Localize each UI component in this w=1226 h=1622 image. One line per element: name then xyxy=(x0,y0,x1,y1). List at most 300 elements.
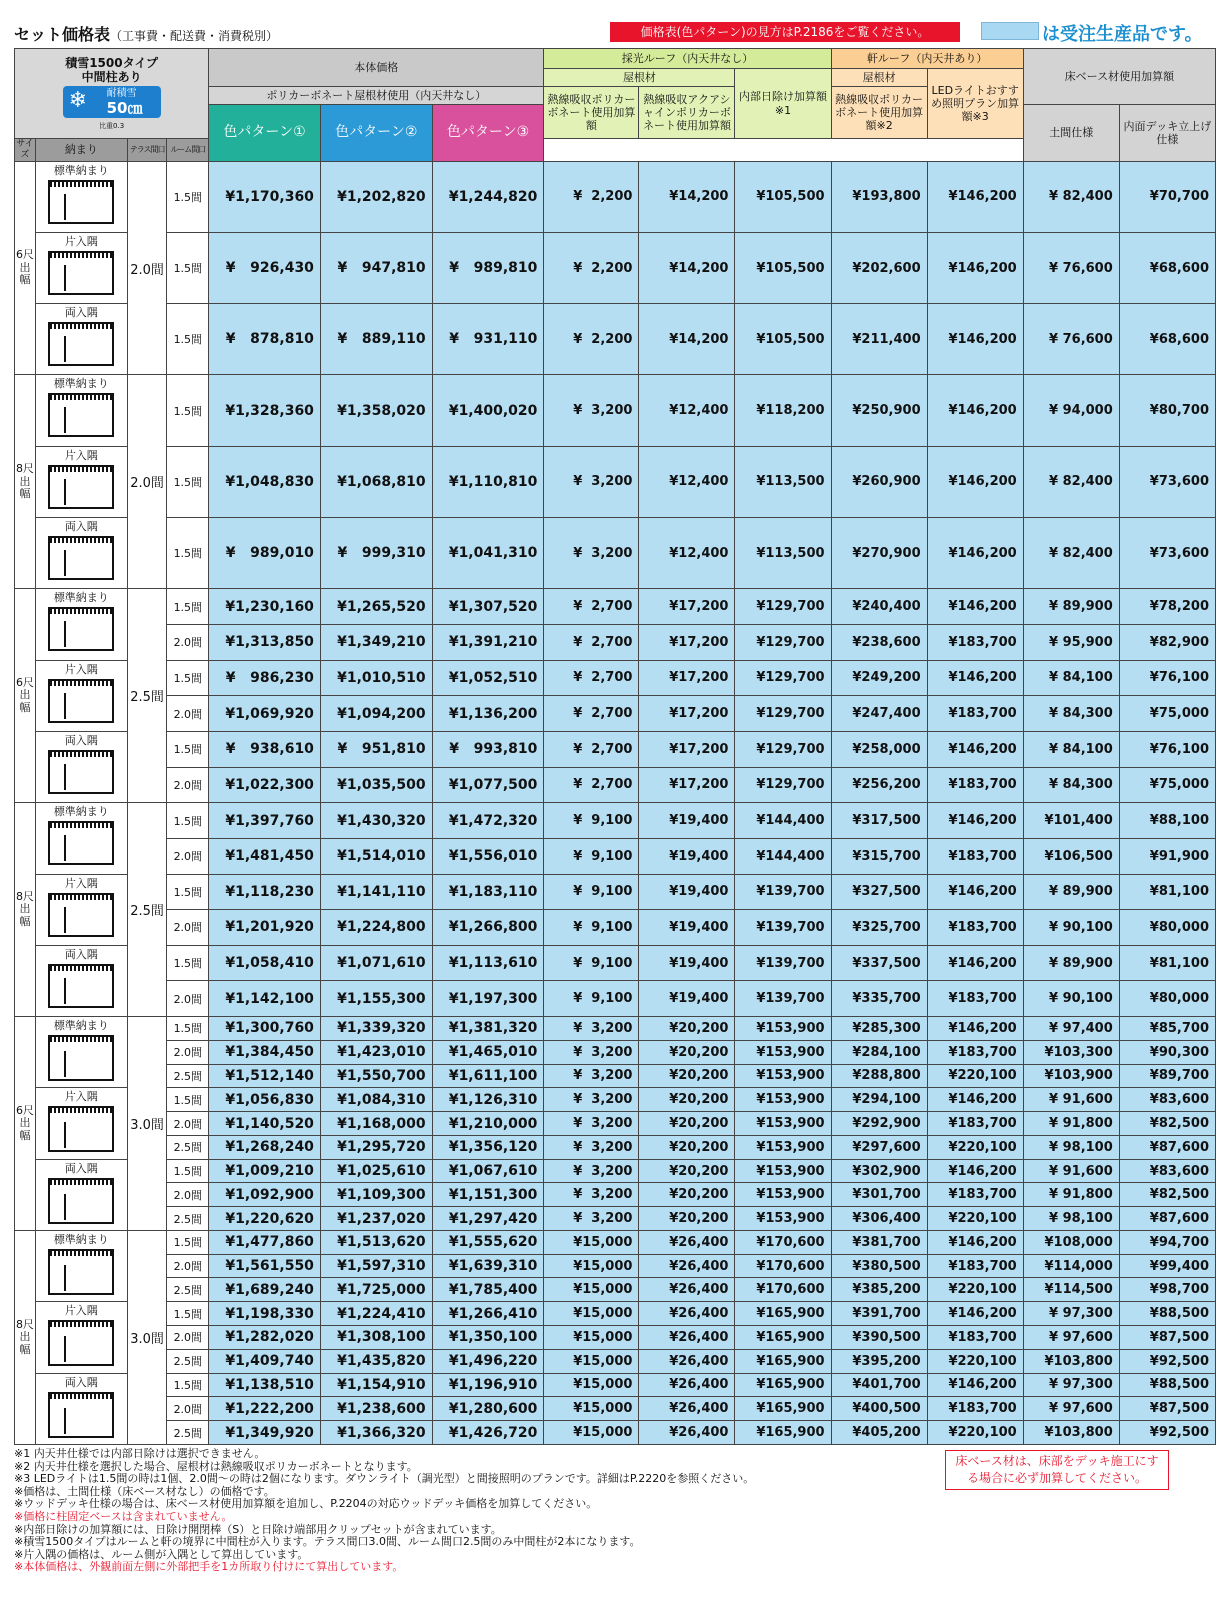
price-aqua-poly: ¥20,200 xyxy=(639,1112,735,1136)
room-cell: 2.0間 xyxy=(167,1254,209,1278)
aqua-poly-header: 熱線吸収アクアシャインポリカーボネート使用加算額 xyxy=(639,87,735,139)
footnote-line: ※2 内天井仕様を選択した場合、屋根材は熱線吸収ポリカーボネートとなります。 xyxy=(14,1459,418,1473)
price-shade: ¥139,700 xyxy=(735,981,831,1017)
room-cell: 2.0間 xyxy=(167,767,209,803)
price-heat-poly: ¥ 2,700 xyxy=(544,767,639,803)
price-color3: ¥1,426,720 xyxy=(432,1421,544,1445)
price-doma: ¥ 97,400 xyxy=(1023,1017,1119,1041)
price-doma: ¥103,800 xyxy=(1023,1349,1119,1373)
price-color1: ¥1,477,860 xyxy=(209,1230,321,1254)
footnote-line: ※価格は、土間仕様（床ベース材なし）の価格です。 xyxy=(14,1484,275,1498)
price-color3: ¥1,077,500 xyxy=(432,767,544,803)
room-cell: 1.5間 xyxy=(167,874,209,910)
price-heat-poly: ¥ 3,200 xyxy=(544,1017,639,1041)
price-aqua-poly: ¥17,200 xyxy=(639,767,735,803)
price-doma: ¥ 84,100 xyxy=(1023,660,1119,696)
price-color2: ¥1,071,610 xyxy=(320,945,432,981)
table-row xyxy=(15,1254,1216,1278)
price-color1: ¥1,512,140 xyxy=(209,1064,321,1088)
price-aqua-poly: ¥20,200 xyxy=(639,1183,735,1207)
price-led: ¥146,200 xyxy=(927,161,1023,232)
price-doma: ¥ 98,100 xyxy=(1023,1135,1119,1159)
price-color2: ¥1,295,720 xyxy=(320,1135,432,1159)
price-shade: ¥153,900 xyxy=(735,1183,831,1207)
price-shade: ¥153,900 xyxy=(735,1207,831,1231)
price-color3: ¥1,266,410 xyxy=(432,1302,544,1326)
price-doma: ¥ 91,600 xyxy=(1023,1088,1119,1112)
room-layout-diagram xyxy=(48,322,114,366)
price-doma: ¥ 97,600 xyxy=(1023,1397,1119,1421)
price-color2: ¥1,513,620 xyxy=(320,1230,432,1254)
room-cell: 1.5間 xyxy=(167,304,209,375)
price-color1: ¥1,409,740 xyxy=(209,1349,321,1373)
price-deck: ¥80,000 xyxy=(1119,910,1215,946)
price-doma: ¥114,000 xyxy=(1023,1254,1119,1278)
price-heat-poly: ¥15,000 xyxy=(544,1278,639,1302)
price-doma: ¥ 91,800 xyxy=(1023,1183,1119,1207)
price-doma: ¥ 97,300 xyxy=(1023,1373,1119,1397)
price-color2: ¥ 951,810 xyxy=(320,731,432,767)
price-color2: ¥1,155,300 xyxy=(320,981,432,1017)
price-shade: ¥139,700 xyxy=(735,945,831,981)
price-color3: ¥1,611,100 xyxy=(432,1064,544,1088)
price-noki-heat: ¥337,500 xyxy=(831,945,927,981)
price-color1: ¥ 938,610 xyxy=(209,731,321,767)
table-row xyxy=(15,625,1216,661)
price-color2: ¥1,358,020 xyxy=(320,375,432,446)
table-row xyxy=(15,161,1216,232)
price-shade: ¥153,900 xyxy=(735,1040,831,1064)
shade-header: 内部日除け加算額※1 xyxy=(735,69,831,139)
price-color3: ¥1,280,600 xyxy=(432,1397,544,1421)
price-aqua-poly: ¥17,200 xyxy=(639,696,735,732)
price-deck: ¥75,000 xyxy=(1119,767,1215,803)
osamari-cell xyxy=(35,375,127,446)
footnote-line: ※本体価格は、外観前面左側に外部把手を1カ所取り付けにて算出しています。 xyxy=(14,1560,404,1574)
price-doma: ¥ 82,400 xyxy=(1023,518,1119,589)
osamari-label: 標準納まり xyxy=(53,1019,109,1033)
room-cell: 2.0間 xyxy=(167,1326,209,1350)
osamari-label: 片入隅 xyxy=(64,448,98,462)
room-cell: 2.0間 xyxy=(167,625,209,661)
price-heat-poly: ¥ 9,100 xyxy=(544,910,639,946)
price-color2: ¥ 889,110 xyxy=(320,304,432,375)
price-led: ¥183,700 xyxy=(927,1112,1023,1136)
price-color2: ¥1,068,810 xyxy=(320,446,432,517)
osamari-label: 片入隅 xyxy=(64,1304,98,1318)
table-row xyxy=(15,1159,1216,1183)
price-led: ¥183,700 xyxy=(927,1397,1023,1421)
price-color1: ¥1,069,920 xyxy=(209,696,321,732)
color-pattern-3-header: 色パターン③ xyxy=(432,105,544,162)
price-aqua-poly: ¥19,400 xyxy=(639,838,735,874)
saiko-roof-material-header: 屋根材 xyxy=(544,69,735,87)
price-color1: ¥ 926,430 xyxy=(209,232,321,303)
price-color2: ¥1,308,100 xyxy=(320,1326,432,1350)
price-color1: ¥1,384,450 xyxy=(209,1040,321,1064)
price-heat-poly: ¥ 9,100 xyxy=(544,838,639,874)
price-color1: ¥1,481,450 xyxy=(209,838,321,874)
price-shade: ¥105,500 xyxy=(735,161,831,232)
color-pattern-1-header: 色パターン① xyxy=(209,105,321,162)
led-header: LEDライトおすすめ照明プラン加算額※3 xyxy=(927,69,1023,139)
price-color1: ¥1,170,360 xyxy=(209,161,321,232)
terrace-cell: 3.0間 xyxy=(127,1017,167,1231)
price-aqua-poly: ¥19,400 xyxy=(639,981,735,1017)
price-aqua-poly: ¥26,400 xyxy=(639,1349,735,1373)
snow-value: 50㎝ xyxy=(106,99,143,118)
osamari-cell xyxy=(35,446,127,517)
price-noki-heat: ¥302,900 xyxy=(831,1159,927,1183)
price-noki-heat: ¥211,400 xyxy=(831,304,927,375)
price-color3: ¥1,110,810 xyxy=(432,446,544,517)
table-row xyxy=(15,589,1216,625)
room-header: ルーム間口 xyxy=(167,139,209,162)
table-row xyxy=(15,1088,1216,1112)
price-deck: ¥89,700 xyxy=(1119,1064,1215,1088)
price-shade: ¥113,500 xyxy=(735,518,831,589)
price-heat-poly: ¥ 2,700 xyxy=(544,660,639,696)
footnote-line: ※積雪1500タイプはルームと軒の境界に中間柱が入ります。テラス間口3.0間、ルーム間口2.5間のみ中間柱が2本になります。 xyxy=(14,1535,641,1549)
price-color2: ¥1,349,210 xyxy=(320,625,432,661)
price-aqua-poly: ¥17,200 xyxy=(639,625,735,661)
price-color1: ¥1,689,240 xyxy=(209,1278,321,1302)
price-doma: ¥ 95,900 xyxy=(1023,625,1119,661)
price-color3: ¥ 931,110 xyxy=(432,304,544,375)
osamari-cell xyxy=(35,304,127,375)
price-led: ¥220,100 xyxy=(927,1207,1023,1231)
table-row xyxy=(15,1183,1216,1207)
table-row xyxy=(15,1230,1216,1254)
price-deck: ¥68,600 xyxy=(1119,304,1215,375)
price-deck: ¥81,100 xyxy=(1119,945,1215,981)
table-row xyxy=(15,1278,1216,1302)
price-noki-heat: ¥400,500 xyxy=(831,1397,927,1421)
price-color2: ¥1,109,300 xyxy=(320,1183,432,1207)
size-cell: 6尺出幅 xyxy=(15,161,36,375)
price-color3: ¥1,196,910 xyxy=(432,1373,544,1397)
price-aqua-poly: ¥20,200 xyxy=(639,1135,735,1159)
table-row xyxy=(15,1302,1216,1326)
price-deck: ¥75,000 xyxy=(1119,696,1215,732)
table-row xyxy=(15,1397,1216,1421)
price-noki-heat: ¥202,600 xyxy=(831,232,927,303)
price-doma: ¥ 94,000 xyxy=(1023,375,1119,446)
price-deck: ¥82,900 xyxy=(1119,625,1215,661)
price-deck: ¥90,300 xyxy=(1119,1040,1215,1064)
price-color3: ¥1,400,020 xyxy=(432,375,544,446)
snow-note: 比重0.3 xyxy=(99,121,125,130)
price-color3: ¥1,381,320 xyxy=(432,1017,544,1041)
price-doma: ¥106,500 xyxy=(1023,838,1119,874)
osamari-header: 納まり xyxy=(35,139,127,162)
terrace-cell: 2.5間 xyxy=(127,803,167,1017)
price-led: ¥146,200 xyxy=(927,375,1023,446)
price-aqua-poly: ¥14,200 xyxy=(639,161,735,232)
price-heat-poly: ¥15,000 xyxy=(544,1302,639,1326)
price-aqua-poly: ¥19,400 xyxy=(639,910,735,946)
price-heat-poly: ¥ 3,200 xyxy=(544,1159,639,1183)
price-color2: ¥1,265,520 xyxy=(320,589,432,625)
page-header xyxy=(14,22,1214,44)
price-deck: ¥92,500 xyxy=(1119,1349,1215,1373)
table-row xyxy=(15,660,1216,696)
room-layout-diagram xyxy=(48,750,114,794)
size-cell: 6尺出幅 xyxy=(15,589,36,803)
price-table-body xyxy=(15,161,1216,1444)
osamari-cell xyxy=(35,1373,127,1444)
price-color1: ¥1,198,330 xyxy=(209,1302,321,1326)
price-noki-heat: ¥258,000 xyxy=(831,731,927,767)
price-color1: ¥1,201,920 xyxy=(209,910,321,946)
price-noki-heat: ¥391,700 xyxy=(831,1302,927,1326)
price-noki-heat: ¥247,400 xyxy=(831,696,927,732)
price-shade: ¥144,400 xyxy=(735,838,831,874)
floor-note: 床ベース材は、床部をデッキ施工にする場合に必ず加算してください。 xyxy=(945,1450,1169,1490)
price-led: ¥183,700 xyxy=(927,625,1023,661)
price-color2: ¥1,423,010 xyxy=(320,1040,432,1064)
price-aqua-poly: ¥26,400 xyxy=(639,1326,735,1350)
room-cell: 2.5間 xyxy=(167,1421,209,1445)
price-shade: ¥105,500 xyxy=(735,304,831,375)
price-shade: ¥118,200 xyxy=(735,375,831,446)
table-row xyxy=(15,803,1216,839)
room-layout-diagram xyxy=(48,536,114,580)
price-heat-poly: ¥15,000 xyxy=(544,1254,639,1278)
size-header: サイズ xyxy=(16,139,34,160)
room-layout-diagram xyxy=(48,1320,114,1366)
price-color3: ¥1,785,400 xyxy=(432,1278,544,1302)
price-doma: ¥ 97,600 xyxy=(1023,1326,1119,1350)
price-heat-poly: ¥ 3,200 xyxy=(544,1112,639,1136)
osamari-label: 標準納まり xyxy=(53,1232,109,1246)
price-noki-heat: ¥306,400 xyxy=(831,1207,927,1231)
price-noki-heat: ¥250,900 xyxy=(831,375,927,446)
price-led: ¥146,200 xyxy=(927,518,1023,589)
price-color1: ¥1,048,830 xyxy=(209,446,321,517)
price-color1: ¥1,056,830 xyxy=(209,1088,321,1112)
price-color2: ¥1,025,610 xyxy=(320,1159,432,1183)
price-shade: ¥113,500 xyxy=(735,446,831,517)
price-color1: ¥1,092,900 xyxy=(209,1183,321,1207)
price-doma: ¥ 82,400 xyxy=(1023,161,1119,232)
room-cell: 1.5間 xyxy=(167,232,209,303)
price-color1: ¥1,220,620 xyxy=(209,1207,321,1231)
price-color1: ¥ 878,810 xyxy=(209,304,321,375)
osamari-cell xyxy=(35,803,127,874)
price-aqua-poly: ¥17,200 xyxy=(639,660,735,696)
price-color3: ¥1,356,120 xyxy=(432,1135,544,1159)
table-row xyxy=(15,767,1216,803)
price-noki-heat: ¥240,400 xyxy=(831,589,927,625)
price-aqua-poly: ¥19,400 xyxy=(639,945,735,981)
page-title xyxy=(14,22,278,45)
price-led: ¥146,200 xyxy=(927,589,1023,625)
price-doma: ¥ 97,300 xyxy=(1023,1302,1119,1326)
price-color1: ¥1,138,510 xyxy=(209,1373,321,1397)
price-color2: ¥1,168,000 xyxy=(320,1112,432,1136)
price-doma: ¥ 84,100 xyxy=(1023,731,1119,767)
price-noki-heat: ¥284,100 xyxy=(831,1040,927,1064)
size-cell: 8尺出幅 xyxy=(15,1230,36,1444)
price-doma: ¥ 82,400 xyxy=(1023,446,1119,517)
price-doma: ¥ 76,600 xyxy=(1023,232,1119,303)
price-noki-heat: ¥292,900 xyxy=(831,1112,927,1136)
room-cell: 1.5間 xyxy=(167,589,209,625)
table-row xyxy=(15,981,1216,1017)
osamari-cell xyxy=(35,945,127,1016)
room-cell: 1.5間 xyxy=(167,1088,209,1112)
price-led: ¥146,200 xyxy=(927,945,1023,981)
price-led: ¥183,700 xyxy=(927,1040,1023,1064)
legend-text: は受注生産品です。 xyxy=(1042,24,1203,45)
price-color3: ¥1,465,010 xyxy=(432,1040,544,1064)
price-color2: ¥ 947,810 xyxy=(320,232,432,303)
price-aqua-poly: ¥17,200 xyxy=(639,589,735,625)
price-shade: ¥129,700 xyxy=(735,589,831,625)
price-color3: ¥1,496,220 xyxy=(432,1349,544,1373)
price-color3: ¥1,067,610 xyxy=(432,1159,544,1183)
price-aqua-poly: ¥14,200 xyxy=(639,304,735,375)
price-deck: ¥85,700 xyxy=(1119,1017,1215,1041)
main-price-header: 本体価格 xyxy=(209,49,544,87)
room-cell: 1.5間 xyxy=(167,803,209,839)
room-cell: 2.0間 xyxy=(167,696,209,732)
price-color3: ¥1,297,420 xyxy=(432,1207,544,1231)
price-doma: ¥ 89,900 xyxy=(1023,589,1119,625)
price-color3: ¥1,391,210 xyxy=(432,625,544,661)
osamari-cell xyxy=(35,1230,127,1301)
price-color3: ¥1,555,620 xyxy=(432,1230,544,1254)
price-deck: ¥87,500 xyxy=(1119,1397,1215,1421)
price-color1: ¥1,397,760 xyxy=(209,803,321,839)
osamari-label: 標準納まり xyxy=(53,377,109,391)
price-color2: ¥1,010,510 xyxy=(320,660,432,696)
price-color1: ¥1,328,360 xyxy=(209,375,321,446)
price-noki-heat: ¥270,900 xyxy=(831,518,927,589)
price-deck: ¥68,600 xyxy=(1119,232,1215,303)
osamari-cell xyxy=(35,1302,127,1373)
price-aqua-poly: ¥26,400 xyxy=(639,1421,735,1445)
price-deck: ¥98,700 xyxy=(1119,1278,1215,1302)
osamari-label: 両入隅 xyxy=(64,947,98,961)
terrace-header: テラス間口 xyxy=(127,139,167,162)
price-deck: ¥88,500 xyxy=(1119,1373,1215,1397)
price-color1: ¥1,222,200 xyxy=(209,1397,321,1421)
price-led: ¥146,200 xyxy=(927,1017,1023,1041)
price-shade: ¥170,600 xyxy=(735,1278,831,1302)
table-row xyxy=(15,518,1216,589)
price-led: ¥183,700 xyxy=(927,1254,1023,1278)
price-color3: ¥1,041,310 xyxy=(432,518,544,589)
price-noki-heat: ¥301,700 xyxy=(831,1183,927,1207)
room-layout-diagram xyxy=(48,893,114,937)
table-row xyxy=(15,304,1216,375)
price-shade: ¥129,700 xyxy=(735,731,831,767)
price-color2: ¥1,094,200 xyxy=(320,696,432,732)
price-led: ¥146,200 xyxy=(927,304,1023,375)
size-cell: 8尺出幅 xyxy=(15,375,36,589)
footnote-line: ※3 LEDライトは1.5間の時は1個、2.0間～の時は2個になります。ダウンライト（調光型）と間接照明のプランです。詳細はP.2220を参照ください。 xyxy=(14,1472,755,1486)
price-noki-heat: ¥297,600 xyxy=(831,1135,927,1159)
price-color2: ¥1,035,500 xyxy=(320,767,432,803)
price-color2: ¥1,202,820 xyxy=(320,161,432,232)
title-text: セット価格表 xyxy=(14,25,111,44)
notice-badge: 価格表(色パターン)の見方はP.2186をご覧ください。 xyxy=(610,22,960,42)
price-noki-heat: ¥249,200 xyxy=(831,660,927,696)
price-heat-poly: ¥ 9,100 xyxy=(544,981,639,1017)
price-led: ¥146,200 xyxy=(927,1088,1023,1112)
price-doma: ¥ 90,100 xyxy=(1023,981,1119,1017)
room-cell: 1.5間 xyxy=(167,660,209,696)
price-deck: ¥81,100 xyxy=(1119,874,1215,910)
price-doma: ¥103,800 xyxy=(1023,1421,1119,1445)
price-noki-heat: ¥390,500 xyxy=(831,1326,927,1350)
price-led: ¥146,200 xyxy=(927,731,1023,767)
price-heat-poly: ¥ 2,700 xyxy=(544,625,639,661)
room-layout-diagram xyxy=(48,1035,114,1081)
osamari-label: 両入隅 xyxy=(64,1161,98,1175)
price-heat-poly: ¥ 2,200 xyxy=(544,304,639,375)
price-led: ¥220,100 xyxy=(927,1421,1023,1445)
price-color2: ¥1,435,820 xyxy=(320,1349,432,1373)
price-color3: ¥1,126,310 xyxy=(432,1088,544,1112)
price-deck: ¥87,600 xyxy=(1119,1207,1215,1231)
price-led: ¥183,700 xyxy=(927,1326,1023,1350)
size-cell: 6尺出幅 xyxy=(15,1017,36,1231)
price-deck: ¥87,600 xyxy=(1119,1135,1215,1159)
size-cell: 8尺出幅 xyxy=(15,803,36,1017)
price-color3: ¥1,113,610 xyxy=(432,945,544,981)
price-deck: ¥82,500 xyxy=(1119,1183,1215,1207)
room-cell: 1.5間 xyxy=(167,375,209,446)
price-led: ¥146,200 xyxy=(927,232,1023,303)
price-noki-heat: ¥238,600 xyxy=(831,625,927,661)
room-layout-diagram xyxy=(48,180,114,224)
price-led: ¥146,200 xyxy=(927,660,1023,696)
room-cell: 1.5間 xyxy=(167,518,209,589)
price-color2: ¥1,430,320 xyxy=(320,803,432,839)
price-color2: ¥1,141,110 xyxy=(320,874,432,910)
table-row xyxy=(15,696,1216,732)
price-color3: ¥1,472,320 xyxy=(432,803,544,839)
room-cell: 2.0間 xyxy=(167,981,209,1017)
table-row xyxy=(15,910,1216,946)
price-doma: ¥ 91,800 xyxy=(1023,1112,1119,1136)
price-shade: ¥144,400 xyxy=(735,803,831,839)
price-color1: ¥1,300,760 xyxy=(209,1017,321,1041)
room-layout-diagram xyxy=(48,964,114,1008)
price-deck: ¥83,600 xyxy=(1119,1159,1215,1183)
price-shade: ¥170,600 xyxy=(735,1254,831,1278)
price-shade: ¥165,900 xyxy=(735,1373,831,1397)
model-line1: 積雪1500タイプ xyxy=(65,56,158,71)
price-shade: ¥153,900 xyxy=(735,1088,831,1112)
price-heat-poly: ¥ 9,100 xyxy=(544,945,639,981)
table-row xyxy=(15,446,1216,517)
price-color3: ¥ 989,810 xyxy=(432,232,544,303)
table-row xyxy=(15,1207,1216,1231)
price-color1: ¥1,313,850 xyxy=(209,625,321,661)
price-color2: ¥1,224,410 xyxy=(320,1302,432,1326)
price-table xyxy=(14,48,1216,1445)
price-color2: ¥1,224,800 xyxy=(320,910,432,946)
price-color1: ¥1,142,100 xyxy=(209,981,321,1017)
price-color3: ¥1,639,310 xyxy=(432,1254,544,1278)
osamari-label: 両入隅 xyxy=(64,1375,98,1389)
price-doma: ¥ 98,100 xyxy=(1023,1207,1119,1231)
price-color2: ¥1,084,310 xyxy=(320,1088,432,1112)
